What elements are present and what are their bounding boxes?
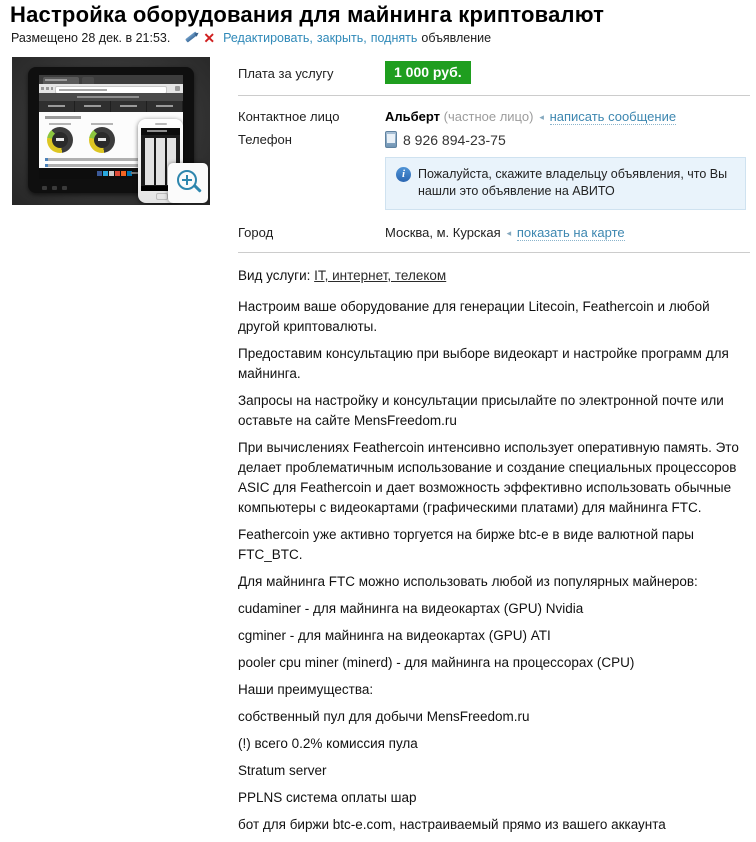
phone-number: 8 926 894-23-75 (403, 132, 506, 148)
arrow-left-icon: ◂ (506, 228, 512, 238)
divider (238, 252, 750, 253)
description-paragraph: (!) всего 0.2% комиссия пула (238, 736, 418, 751)
contact-name: Альберт (385, 109, 441, 124)
gauge-icon (47, 127, 73, 153)
ad-photo-thumbnail[interactable] (12, 57, 210, 205)
close-link[interactable]: закрыть, (316, 31, 367, 45)
meta-suffix: объявление (421, 31, 492, 45)
posted-date: Размещено 28 дек. в 21:53. (11, 31, 171, 45)
service-type-link[interactable]: IT, интернет, телеком (314, 268, 447, 283)
site-navbar-graphic (39, 101, 183, 112)
description-paragraph: PPLNS система оплаты шар (238, 790, 417, 805)
contact-row (238, 109, 750, 124)
price-label: Плата за услугу (238, 66, 334, 81)
info-icon: i (396, 167, 411, 182)
description-paragraph: собственный пул для добычи MensFreedom.ru (238, 709, 530, 724)
browser-addressbar-graphic (39, 84, 183, 93)
description-paragraph: cudaminer - для майнинга на видеокартах (GPU) Nvidia (238, 601, 584, 616)
gauge-icon (89, 127, 115, 153)
site-banner-graphic (39, 93, 183, 101)
ad-description (238, 266, 750, 835)
description-paragraph: Для майнинга FTC можно использовать любой из популярных майнеров: (238, 574, 698, 589)
city-row (238, 225, 750, 240)
description-paragraph: бот для биржи btc-e.com, настраиваемый прямо из вашего аккаунта (238, 817, 666, 832)
description-paragraph: Feathercoin уже активно торгуется на бирже btc-e в виде валютной пары FTC_BTC. (238, 527, 694, 562)
avito-notice-box (385, 157, 746, 210)
description-paragraph: cgminer - для майнинга на видеокартах (GPU) ATI (238, 628, 551, 643)
divider (238, 95, 750, 96)
contact-type: (частное лицо) (443, 109, 534, 124)
page-title: Настройка оборудования для майнинга криптовалют (10, 2, 605, 27)
zoom-in-icon[interactable] (168, 163, 208, 203)
city-label: Город (238, 225, 274, 240)
raise-link[interactable]: поднять (370, 31, 418, 45)
price-badge: 1 000 руб. (385, 61, 471, 84)
write-message-link[interactable]: написать сообщение (549, 109, 677, 124)
browser-tabbar-graphic (39, 75, 183, 84)
city-value: Москва, м. Курская (385, 225, 501, 240)
edit-link[interactable]: Редактировать, (223, 31, 313, 45)
delete-x-icon[interactable]: ✕ (203, 30, 216, 46)
contact-label: Контактное лицо (238, 109, 340, 124)
service-type-line (238, 266, 750, 286)
description-paragraph: Наши преимущества: (238, 682, 374, 697)
description-paragraph: Запросы на настройку и консультации присылайте по электронной почте или оставьте на сайте MensFreedom.ru (238, 393, 724, 428)
service-type-label: Вид услуги: (238, 268, 311, 283)
tablet-nav-buttons-graphic (42, 186, 47, 190)
notice-text: Пожалуйста, скажите владельцу объявления, что Вы нашли это объявление на АВИТО (418, 167, 728, 198)
description-paragraph: Настроим ваше оборудование для генерации Litecoin, Feathercoin и любой другой криптовалюты. (238, 299, 710, 334)
arrow-left-icon: ◂ (539, 112, 544, 122)
price-row (238, 57, 750, 84)
phone-icon (385, 131, 397, 148)
phone-row (238, 131, 750, 148)
description-paragraph: Stratum server (238, 763, 327, 778)
description-paragraph: pooler cpu miner (minerd) - для майнинга на процессорах (CPU) (238, 655, 635, 670)
meta-line (11, 30, 491, 47)
phone-label: Телефон (238, 132, 292, 147)
ad-details (238, 57, 750, 842)
description-paragraph: При вычислениях Feathercoin интенсивно использует оперативную память. Это делает проблематичным использование и создание специальных процессоров ASIC для Feathercoin и дает возможность эффективно использовать обычные компьютеры с видеокартами (графическими платами) для майнинга FTC. (238, 440, 739, 515)
edit-pencil-icon[interactable] (184, 30, 199, 44)
description-paragraph: Предоставим консультацию при выборе видеокарт и настройке программ для майнинга. (238, 346, 729, 381)
show-on-map-link[interactable]: показать на карте (516, 225, 625, 240)
description-paragraphs (238, 297, 750, 835)
